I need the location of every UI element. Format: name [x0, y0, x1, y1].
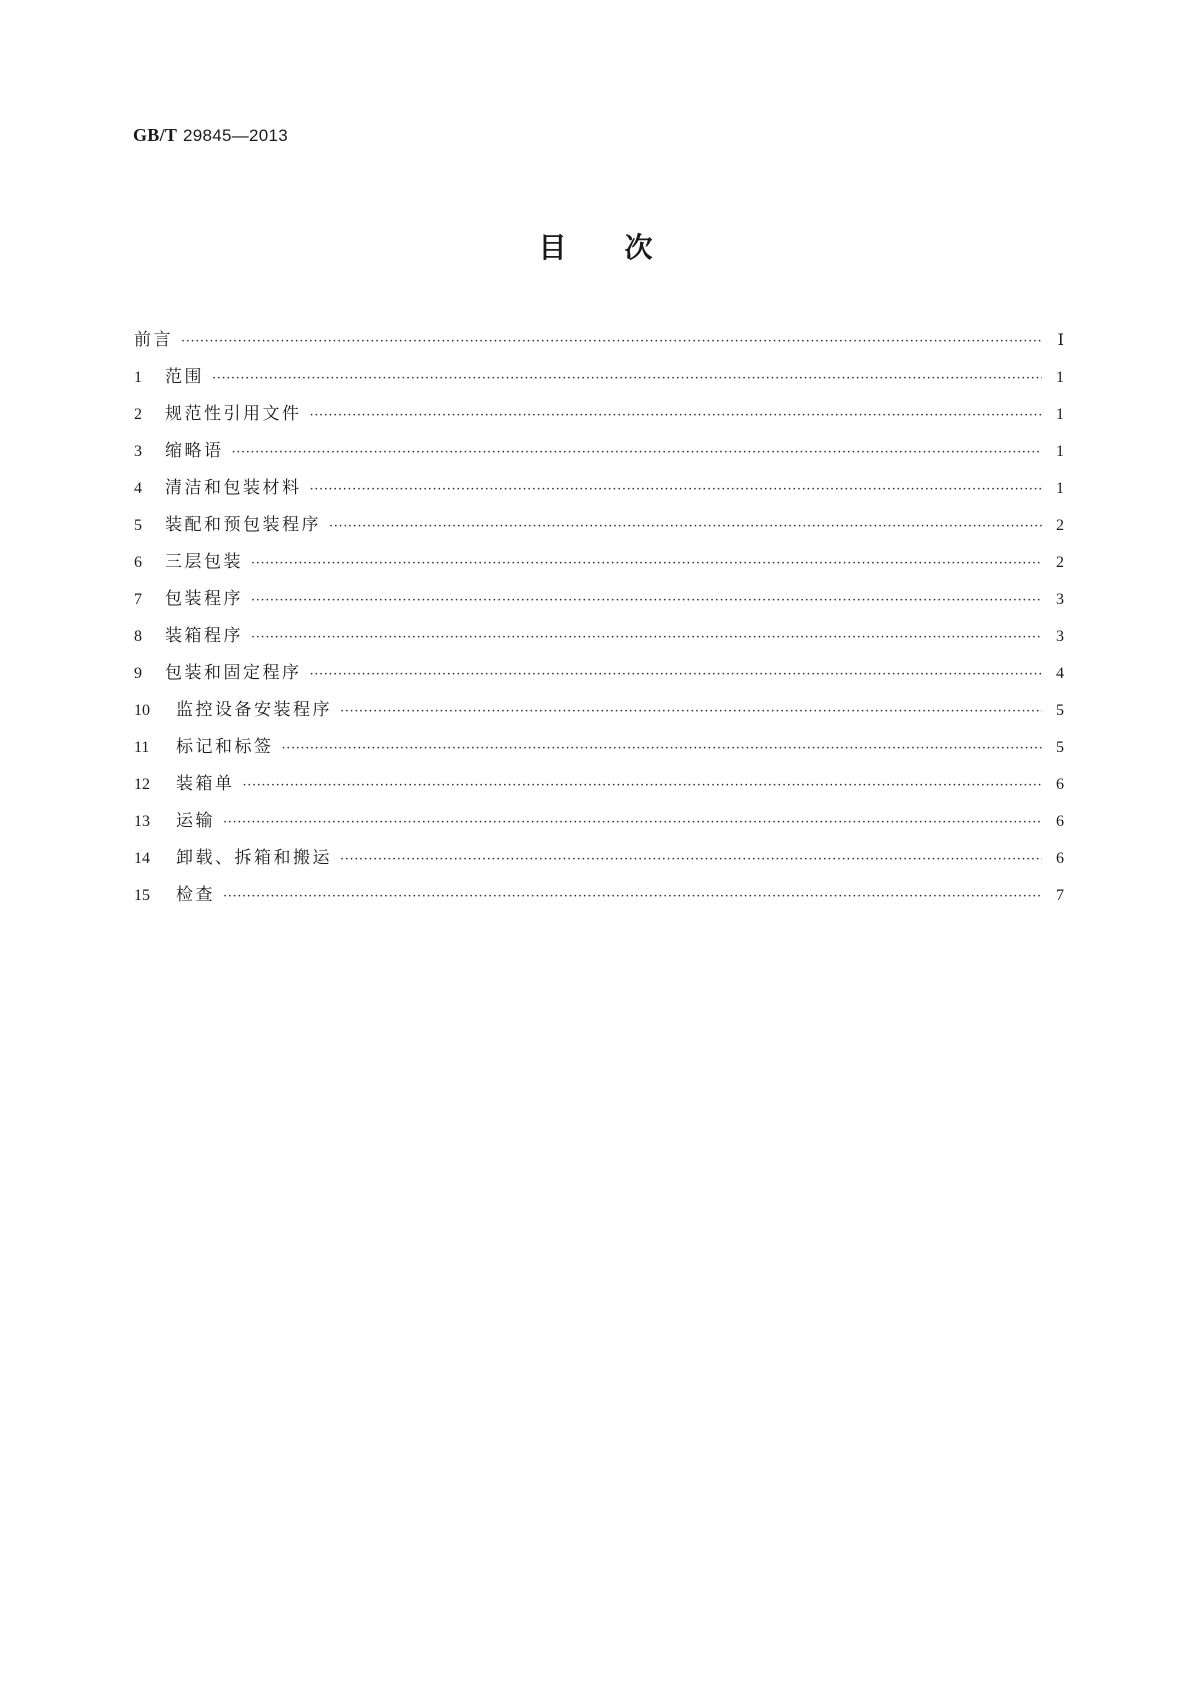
toc-entry-text: 包装和固定程序 — [165, 663, 302, 683]
toc-entry-text: 缩略语 — [165, 441, 224, 461]
toc-entry-text: 卸载、拆箱和搬运 — [176, 848, 332, 868]
toc-entry-number: 14 — [134, 850, 150, 867]
toc-entry-text: 三层包装 — [165, 552, 243, 572]
toc-entry-8[interactable] — [134, 621, 1064, 658]
toc-entry-text: 装箱单 — [176, 774, 235, 794]
toc-entry-5[interactable] — [134, 510, 1064, 547]
toc-entry-number: 11 — [134, 739, 150, 756]
toc-entry-text: 标记和标签 — [176, 737, 274, 757]
toc-entry-page: 1 — [1056, 443, 1064, 460]
toc-entry-page: 1 — [1056, 406, 1064, 423]
toc-entry-number: 15 — [134, 887, 150, 904]
toc-entry-text: 规范性引用文件 — [165, 404, 302, 424]
toc-leader — [340, 704, 1042, 719]
toc-entry-page: 6 — [1056, 776, 1064, 793]
toc-entry-text: 检查 — [176, 885, 215, 905]
toc-entry-number: 13 — [134, 813, 150, 830]
toc-entry-text: 监控设备安装程序 — [176, 700, 332, 720]
toc-entry-number: 6 — [134, 554, 142, 571]
toc-entry-page: 5 — [1056, 702, 1064, 719]
toc-entry-number: 10 — [134, 702, 150, 719]
toc-entry-number: 4 — [134, 480, 142, 497]
toc-entry-foreword[interactable] — [134, 325, 1064, 362]
standard-prefix: GB/T — [133, 125, 178, 145]
toc-leader — [251, 630, 1042, 645]
toc-entry-page: 2 — [1056, 554, 1064, 571]
toc-entry-page: 5 — [1056, 739, 1064, 756]
toc-entry-page: 7 — [1056, 887, 1064, 904]
toc-entry-6[interactable] — [134, 547, 1064, 584]
toc-entry-15[interactable] — [134, 880, 1064, 917]
toc-entry-text: 装配和预包装程序 — [165, 515, 321, 535]
toc-entry-number: 3 — [134, 443, 142, 460]
toc-leader — [329, 519, 1042, 534]
toc-entry-page: 4 — [1056, 665, 1064, 682]
toc-entry-page: 6 — [1056, 850, 1064, 867]
toc-entry-page: 3 — [1056, 591, 1064, 608]
standard-code — [133, 125, 288, 146]
toc-entry-number: 1 — [134, 369, 142, 386]
toc-entry-text: 装箱程序 — [165, 626, 243, 646]
toc-leader — [340, 852, 1042, 867]
toc-entry-number: 9 — [134, 665, 142, 682]
toc-entry-number: 8 — [134, 628, 142, 645]
page-title: 目次 — [538, 231, 711, 264]
toc-leader — [212, 371, 1042, 386]
toc-entry-text: 包装程序 — [165, 589, 243, 609]
toc-entry-9[interactable] — [134, 658, 1064, 695]
toc-leader — [223, 815, 1042, 830]
toc-leader — [282, 741, 1043, 756]
toc-entry-12[interactable] — [134, 769, 1064, 806]
toc-leader — [243, 778, 1043, 793]
toc-entry-10[interactable] — [134, 695, 1064, 732]
toc-leader — [181, 334, 1042, 349]
toc-entry-2[interactable] — [134, 399, 1064, 436]
toc-entry-number: 2 — [134, 406, 142, 423]
toc-entry-number: 12 — [134, 776, 150, 793]
toc-entry-number: 5 — [134, 517, 142, 534]
toc-leader — [223, 889, 1042, 904]
toc-entry-text: 清洁和包装材料 — [165, 478, 302, 498]
toc-entry-4[interactable] — [134, 473, 1064, 510]
toc-entry-page: Ⅰ — [1057, 332, 1064, 349]
toc-entry-page: 1 — [1056, 480, 1064, 497]
toc-entry-1[interactable] — [134, 362, 1064, 399]
table-of-contents — [134, 325, 1064, 917]
toc-entry-page: 6 — [1056, 813, 1064, 830]
toc-leader — [310, 482, 1043, 497]
toc-entry-11[interactable] — [134, 732, 1064, 769]
toc-entry-text: 范围 — [165, 367, 204, 387]
toc-entry-3[interactable] — [134, 436, 1064, 473]
toc-leader — [310, 408, 1043, 423]
toc-entry-number: 7 — [134, 591, 142, 608]
toc-entry-page: 1 — [1056, 369, 1064, 386]
toc-entry-page: 3 — [1056, 628, 1064, 645]
toc-entry-text: 前言 — [134, 330, 173, 350]
standard-number: 29845—2013 — [182, 126, 289, 145]
toc-entry-text: 运输 — [176, 811, 215, 831]
toc-entry-7[interactable] — [134, 584, 1064, 621]
toc-leader — [251, 556, 1042, 571]
toc-leader — [251, 593, 1042, 608]
toc-entry-13[interactable] — [134, 806, 1064, 843]
toc-leader — [232, 445, 1043, 460]
toc-entry-page: 2 — [1056, 517, 1064, 534]
toc-entry-14[interactable] — [134, 843, 1064, 880]
toc-leader — [310, 667, 1043, 682]
